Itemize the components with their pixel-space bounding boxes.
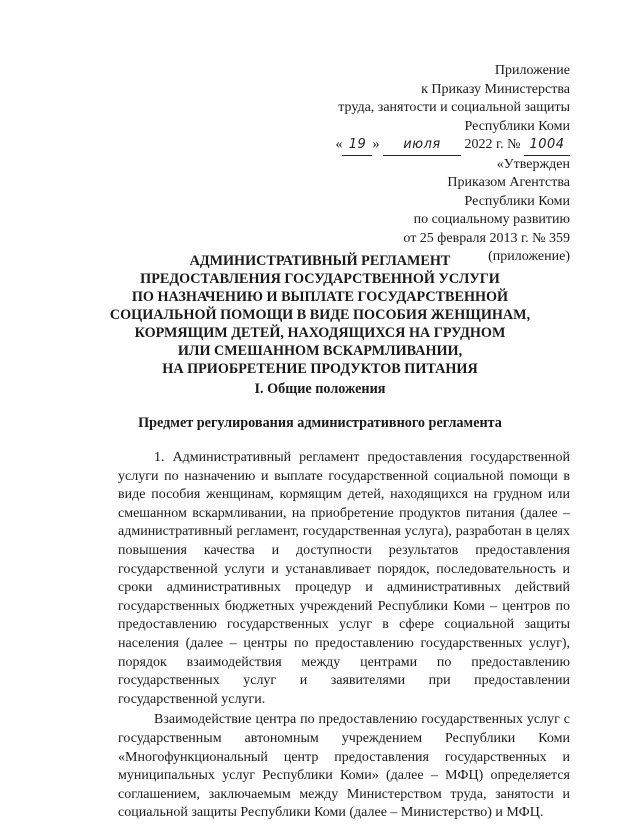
order-date-line xyxy=(335,136,570,156)
approved-line: Приказом Агентства xyxy=(447,175,570,190)
title-line: НА ПРИОБРЕТЕНИЕ ПРОДУКТОВ ПИТАНИЯ xyxy=(162,361,478,377)
subsection-heading: Предмет регулирования административного регламента xyxy=(138,415,502,431)
section-heading: I. Общие положения xyxy=(254,381,386,397)
annex-line: к Приказу Министерства xyxy=(421,81,570,97)
approved-line: по социальному развитию xyxy=(413,212,570,227)
title-line: АДМИНИСТРАТИВНЫЙ РЕГЛАМЕНТ xyxy=(189,253,451,269)
document-title xyxy=(60,252,580,378)
body-paragraph: Взаимодействие центра по предоставлению государственных услуг с государственным автономным учреждением Республики Коми «Многофункциональный центр предоставления государственных и муниципальных услуг Республики Коми» (далее – МФЦ) определяется соглашением, заключаемым между Министерством труда, занятости и социальной защиты Республики Коми (далее – Министерство) и МФЦ. xyxy=(118,712,570,821)
annex-line: труда, занятости и социальной защиты xyxy=(338,100,570,115)
annex-line: Приложение xyxy=(494,63,570,78)
handwritten-day: 19 xyxy=(342,136,372,156)
annex-line: Республики Коми xyxy=(464,118,570,134)
title-line: ПРЕДОСТАВЛЕНИЯ ГОСУДАРСТВЕННОЙ УСЛУГИ xyxy=(140,271,500,287)
approved-line: (приложение) xyxy=(488,249,570,264)
title-line: СОЦИАЛЬНОЙ ПОМОЩИ В ВИДЕ ПОСОБИЯ ЖЕНЩИНАМ, xyxy=(109,307,531,323)
date-open-quote: « xyxy=(335,137,343,152)
annex-header xyxy=(335,62,570,267)
document-body xyxy=(118,449,570,823)
body-paragraph: 1. Административный регламент предоставления государственной услуги по назначению и выплате государственной социальной помощи в виде пособия женщинам, кормящим детей, находящихся на грудном или смешанном вскармливании, на приобретение продуктов питания (далее – административный регламент, государственная услуга), разработан в целях повышения качества и доступности результатов предоставления государственной услуги и устанавливает порядок, последовательность и сроки административных процедур и административных действий государственных бюджетных учреждений Республики Коми – центров по предоставлению государственных услуг в сфере социальной защиты населения (далее – центры по предоставлению государственных услуг), порядок взаимодействия между центрами по предоставлению государственных услуг и заявителями при предоставлении государственной услуги. xyxy=(118,450,570,707)
date-close-quote: » xyxy=(372,137,380,152)
title-line: ИЛИ СМЕШАННОМ ВСКАРМЛИВАНИИ, xyxy=(177,343,463,359)
approved-line: от 25 февраля 2013 г. № 359 xyxy=(403,230,570,246)
date-year: 2022 г. № xyxy=(464,137,521,152)
approved-line: «Утвержден xyxy=(496,156,570,172)
title-line: КОРМЯЩИМ ДЕТЕЙ, НАХОДЯЩИХСЯ НА ГРУДНОМ xyxy=(134,325,506,341)
approved-line: Республики Коми xyxy=(464,193,570,209)
title-line: ПО НАЗНАЧЕНИЮ И ВЫПЛАТЕ ГОСУДАРСТВЕННОЙ xyxy=(131,289,509,305)
handwritten-month: июля xyxy=(383,136,461,156)
handwritten-order-number: 1004 xyxy=(524,136,570,156)
